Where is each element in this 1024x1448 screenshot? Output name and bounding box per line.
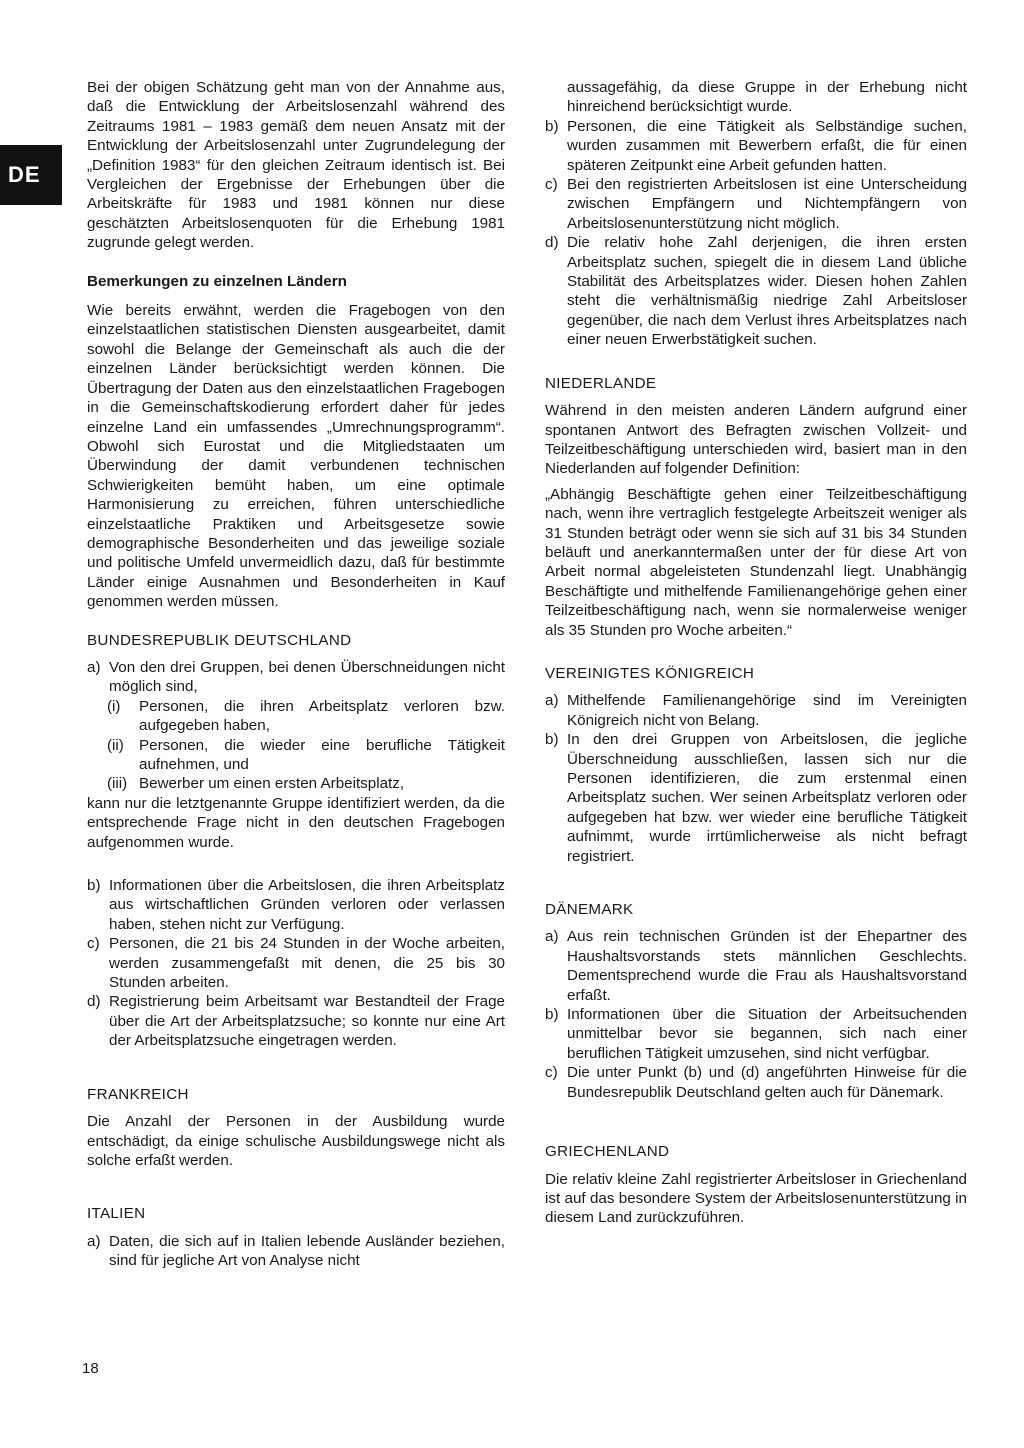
brd-a-marker: a) [87, 658, 101, 676]
daenemark-item-c [545, 1063, 967, 1102]
uk-heading: VEREINIGTES KÖNIGREICH [545, 664, 755, 682]
brd-b-marker: b) [87, 877, 101, 895]
niederlande-quote: „Abhängig Beschäftigte gehen einer Teilzeitbeschäftigung nach, wenn ihre vertraglich festgelegte Arbeitszeit weniger als 31 Stunden beträgt oder wenn sie sich auf 31 bis 34 Stunden beläuft und anerkanntermaßen unter der für diese Art von Arbeit normal abgeleisteten Stundenzahl liegt. Unabhängig Beschäftigte und mithelfende Familienangehörige gehen einer Teilzeitbeschäftigung nach, wenn sie normalerweise weniger als 35 Stunden pro Woche arbeiten.“ [545, 485, 967, 639]
page-number: 18 [82, 1360, 99, 1377]
brd-c-marker: c) [87, 935, 100, 953]
brd-ii-text: Personen, die wieder eine berufliche Tätigkeit aufnehmen, und [139, 736, 505, 773]
brd-a-intro: Von den drei Gruppen, bei denen Überschneidungen nicht möglich sind, [109, 658, 505, 696]
brd-item-a [87, 658, 505, 697]
italien-d-text: Die relativ hohe Zahl derjenigen, die ihren ersten Arbeitsplatz suchen, spiegelt die in diesem Land übliche Stabilität des Arbeitsplatzes wider. Diesen hohen Zahlen steht die verhältnismäßig niedrige Zahl Arbeitsloser gegenüber, die nach dem Verlust ihres Arbeitsplatzes nach einer neuen Erwerbstätigkeit suchen. [567, 234, 967, 349]
brd-item-b [87, 876, 505, 934]
remarks-paragraph: Wie bereits erwähnt, werden die Fragebogen von den einzelstaatlichen statistischen Diensten ausgearbeitet, damit sowohl die Belange der Gemeinschaft als auch die der einzelnen Länder berücksichtigt werden können. Die Übertragung der Daten aus den einzelstaatlichen Fragebogen in die Gemeinschaftskodierung erfordert daher für jedes einzelne Land ein umfassendes „Umrechnungsprogramm“. Obwohl sich Eurostat und die Mitgliedstaaten um Überwindung der damit verbundenen technischen Schwierigkeiten bemüht haben, um eine optimale Harmonisierung zu erreichen, führen unterschiedliche einzelstaatliche Praktiken und Arbeitsgesetze sowie demographische Besonderheiten und das jeweilige soziale und politische Umfeld unvermeidlich dazu, daß für bestimmte Länder einige Ausnahmen und Besonderheiten in Kauf genommen werden müssen. [87, 302, 505, 611]
italien-item-b [545, 117, 967, 175]
italien-b-text: Personen, die eine Tätigkeit als Selbständige suchen, wurden zusammen mit Bewerbern erfaßt, die für einen späteren Zeitpunkt eine Arbeit gefunden hatten. [567, 117, 967, 174]
italien-c-marker: c) [545, 176, 558, 194]
griechenland-text: Die relativ kleine Zahl registrierter Arbeitsloser in Griechenland ist auf das besondere System der Arbeitslosenunterstützung in diesem Land zurückzuführen. [545, 1170, 967, 1227]
uk-a-marker: a) [545, 692, 559, 710]
brd-i-marker: (i) [107, 697, 121, 715]
brd-sub-item-ii [107, 736, 505, 775]
daenemark-heading: DÄNEMARK [545, 901, 634, 919]
daenemark-b-text: Informationen über die Situation der Arbeitsuchenden unmittelbar bevor sie begannen, sich nach einer beruflichen Tätigkeit umzusehen, sind nicht verfügbar. [567, 1006, 967, 1062]
brd-iii-marker: (iii) [107, 775, 128, 793]
italien-item-d [545, 233, 967, 349]
italien-item-c [545, 175, 967, 233]
uk-b-marker: b) [545, 731, 559, 749]
uk-b-text: In den drei Gruppen von Arbeitslosen, die jegliche Überschneidung ausschließen, lassen sich nur die Personen identifizieren, die zum erstenmal einen Arbeitsplatz suchen. Wer seinen Arbeitsplatz verloren oder aufgegeben hat bzw. wer wieder eine berufliche Tätigkeit aufnimmt, wurde irrtümlicherweise als nicht befragt registriert. [567, 731, 967, 865]
niederlande-text: Während in den meisten anderen Ländern aufgrund einer spontanen Antwort des Befragten zwischen Vollzeit- und Teilzeitbeschäftigung unterschieden wird, basiert man in den Niederlanden auf folgender Definition: [545, 402, 967, 478]
brd-heading: BUNDESREPUBLIK DEUTSCHLAND [87, 631, 352, 649]
language-tab [0, 145, 62, 205]
niederlande-heading: NIEDERLANDE [545, 374, 657, 392]
frankreich-heading: FRANKREICH [87, 1085, 189, 1103]
italien-a-continued: aussagefähig, da diese Gruppe in der Erhebung nicht hinreichend berücksichtigt wurde. [567, 79, 967, 116]
brd-item-d [87, 992, 505, 1050]
daenemark-item-a [545, 927, 967, 1005]
right-column [545, 78, 967, 1228]
italien-heading: ITALIEN [87, 1205, 146, 1223]
brd-iii-text: Bewerber um einen ersten Arbeitsplatz, [139, 775, 405, 793]
italien-d-marker: d) [545, 234, 559, 252]
daenemark-c-text: Die unter Punkt (b) und (d) angeführten Hinweise für die Bundesrepublik Deutschland gelten auch für Dänemark. [567, 1064, 967, 1101]
brd-d-text: Registrierung beim Arbeitsamt war Bestandteil der Frage über die Art der Arbeitsplatzsuche; so konnte nur eine Art der Arbeitsplatzsuche eingetragen werden. [109, 993, 505, 1050]
italien-a-marker: a) [87, 1232, 101, 1250]
uk-a-text: Mithelfende Familienangehörige sind im Vereinigten Königreich nicht von Belang. [567, 692, 967, 729]
uk-item-b [545, 730, 967, 866]
brd-ii-marker: (ii) [107, 736, 124, 754]
daenemark-b-marker: b) [545, 1006, 559, 1024]
daenemark-a-text: Aus rein technischen Gründen ist der Ehepartner des Haushaltsvorstands stets männlichen Geschlechts. Dementsprechend wurde die Frau als Haushaltsvorstand erfaßt. [567, 928, 967, 1004]
italien-a-text: Daten, die sich auf in Italien lebende Ausländer beziehen, sind für jegliche Art von Analyse nicht [109, 1232, 505, 1270]
daenemark-c-marker: c) [545, 1064, 558, 1082]
left-column [87, 78, 505, 1271]
daenemark-a-marker: a) [545, 928, 559, 946]
italien-c-text: Bei den registrierten Arbeitslosen ist eine Unterscheidung zwischen Empfängern und Nichtempfängern von Arbeitslosenunterstützung nicht möglich. [567, 176, 967, 232]
italien-item-a [87, 1232, 505, 1271]
brd-i-text: Personen, die ihren Arbeitsplatz verloren bzw. aufgegeben haben, [139, 697, 505, 735]
brd-sub-item-i [107, 697, 505, 736]
italien-b-marker: b) [545, 117, 559, 135]
brd-d-marker: d) [87, 993, 101, 1011]
frankreich-text: Die Anzahl der Personen in der Ausbildung wurde entschädigt, da einige schulische Ausbildungswege nicht als solche erfaßt werden. [87, 1113, 505, 1169]
uk-item-a [545, 691, 967, 730]
brd-a-outro: kann nur die letztgenannte Gruppe identifiziert werden, da die entsprechende Frage nicht in den deutschen Fragebogen aufgenommen wurde. [87, 794, 505, 851]
brd-item-c [87, 934, 505, 992]
intro-paragraph: Bei der obigen Schätzung geht man von der Annahme aus, daß die Entwicklung der Arbeitslosenzahl während des Zeitraums 1981 – 1983 gemäß dem neuen Ansatz mit der Entwicklung der Arbeitslosenzahl unter Zugrundelegung der „Definition 1983“ für den gleichen Zeitraum identisch ist. Bei Vergleichen der Ergebnisse der Erhebungen über die Arbeitskräfte für 1983 und 1981 können nur diese geschätzten Arbeitslosenquoten für die Erhebung 1981 zugrunde gelegt werden. [87, 79, 505, 252]
daenemark-item-b [545, 1005, 967, 1063]
brd-b-text: Informationen über die Arbeitslosen, die ihren Arbeitsplatz aus wirtschaftlichen Gründen verloren oder verlassen haben, stehen nicht zur Verfügung. [109, 877, 505, 933]
brd-sub-item-iii [107, 774, 505, 793]
language-tab-label: DE [8, 162, 41, 187]
brd-c-text: Personen, die 21 bis 24 Stunden in der Woche arbeiten, werden zusammengefaßt mit denen, die 25 bis 30 Stunden arbeiten. [109, 935, 505, 992]
remarks-heading: Bemerkungen zu einzelnen Ländern [87, 272, 347, 290]
griechenland-heading: GRIECHENLAND [545, 1143, 670, 1161]
